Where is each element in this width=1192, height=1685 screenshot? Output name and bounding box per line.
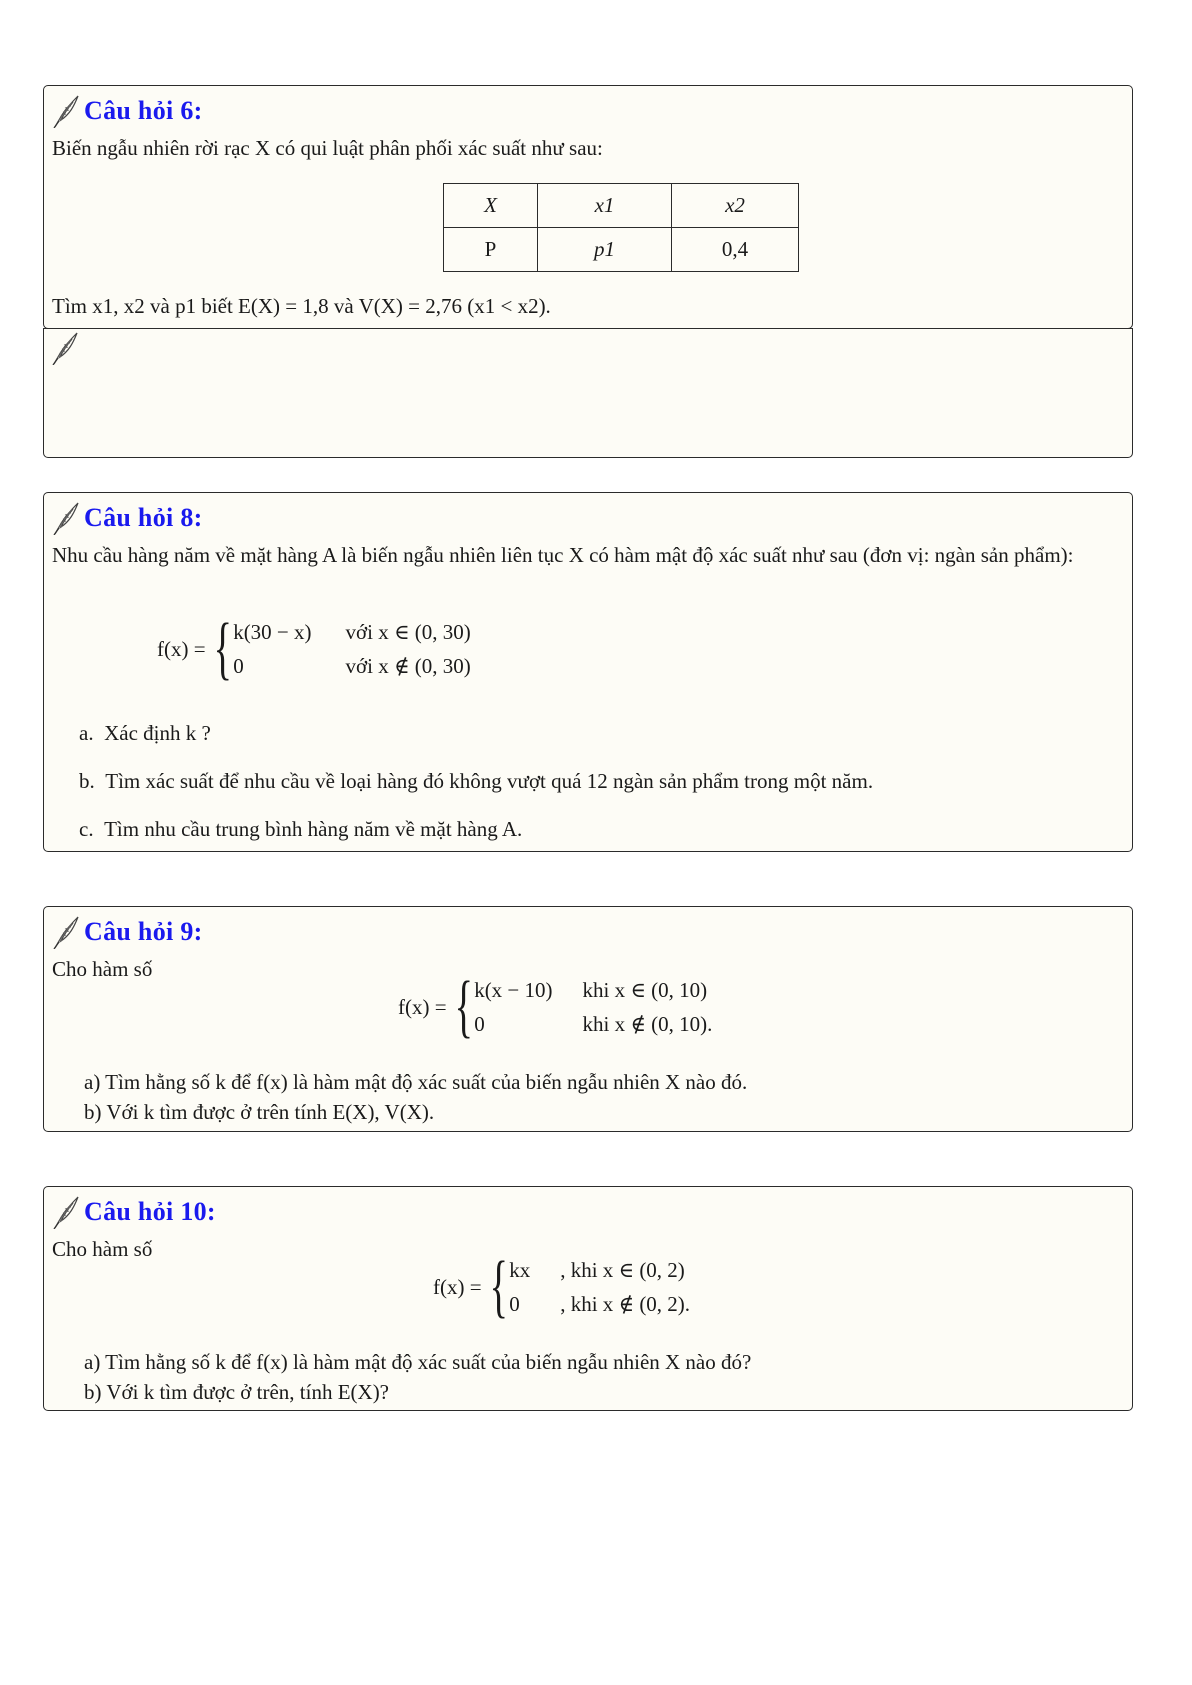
feather-quill-icon — [52, 915, 80, 949]
list-item: c. Tìm nhu cầu trung bình hàng năm về mặt hàng A. — [79, 817, 523, 841]
brace: { — [454, 968, 473, 1045]
list-item: a. Xác định k ? — [79, 721, 211, 745]
table-cell: X — [444, 184, 538, 228]
list-item: b) Với k tìm được ở trên tính E(X), V(X). — [84, 1100, 435, 1124]
question-9-box — [43, 906, 1133, 1132]
feather-quill-icon — [52, 501, 80, 535]
answer-box[interactable] — [43, 328, 1133, 458]
question-8-title: Câu hỏi 8: — [84, 503, 203, 532]
list-item: a) Tìm hằng số k để f(x) là hàm mật độ xác suất của biến ngẫu nhiên X nào đó? — [84, 1350, 752, 1374]
question-10-header — [52, 1195, 216, 1229]
list-item: b) Với k tìm được ở trên, tính E(X)? — [84, 1380, 390, 1404]
question-6-question: Tìm x1, x2 và p1 biết E(X) = 1,8 và V(X) = 2,76 (x1 < x2). — [52, 294, 551, 318]
table-cell: p1 — [538, 228, 672, 272]
brace: { — [489, 1248, 508, 1325]
question-9-items — [84, 1067, 747, 1127]
table-cell: P — [444, 228, 538, 272]
table-row — [444, 228, 799, 272]
question-8-intro: Nhu cầu hàng năm về mặt hàng A là biến ngẫu nhiên liên tục X có hàm mật độ xác suất như sau (đơn vị: ngàn sản phẩm): — [52, 543, 1074, 567]
density-formula: f(x) = { kx , khi x ∈ (0, 2) 0 , khi x ∉ (0, 2). — [433, 1248, 691, 1325]
question-8-items — [79, 719, 873, 863]
feather-quill-icon — [52, 1195, 80, 1229]
table-cell: 0,4 — [672, 228, 799, 272]
question-10-title: Câu hỏi 10: — [84, 1197, 216, 1226]
question-6-title: Câu hỏi 6: — [84, 96, 203, 125]
question-10-box — [43, 1186, 1133, 1411]
list-item: a) Tìm hằng số k để f(x) là hàm mật độ xác suất của biến ngẫu nhiên X nào đó. — [84, 1070, 748, 1094]
question-8-box — [43, 492, 1133, 852]
question-10-intro: Cho hàm số — [52, 1237, 153, 1261]
feather-quill-icon — [52, 94, 80, 128]
question-9-intro: Cho hàm số — [52, 957, 153, 981]
distribution-table — [443, 183, 799, 272]
list-item: b. Tìm xác suất để nhu cầu về loại hàng đó không vượt quá 12 ngàn sản phẩm trong một năm. — [79, 769, 874, 793]
table-row — [444, 184, 799, 228]
feather-quill-icon — [51, 331, 79, 365]
table-cell: x1 — [538, 184, 672, 228]
question-6-header — [52, 94, 203, 128]
table-cell: x2 — [672, 184, 799, 228]
question-9-title: Câu hỏi 9: — [84, 917, 203, 946]
question-10-items — [84, 1347, 751, 1407]
brace: { — [213, 610, 232, 687]
question-6-intro: Biến ngẫu nhiên rời rạc X có qui luật phân phối xác suất như sau: — [52, 136, 603, 160]
question-6-box — [43, 85, 1133, 329]
density-formula: f(x) = { k(x − 10) khi x ∈ (0, 10) 0 khi x ∉ (0, 10). — [398, 968, 713, 1045]
question-8-header — [52, 501, 203, 535]
density-formula: f(x) = { k(30 − x) với x ∈ (0, 30) 0 với x ∉ (0, 30) — [157, 610, 471, 687]
question-9-header — [52, 915, 203, 949]
